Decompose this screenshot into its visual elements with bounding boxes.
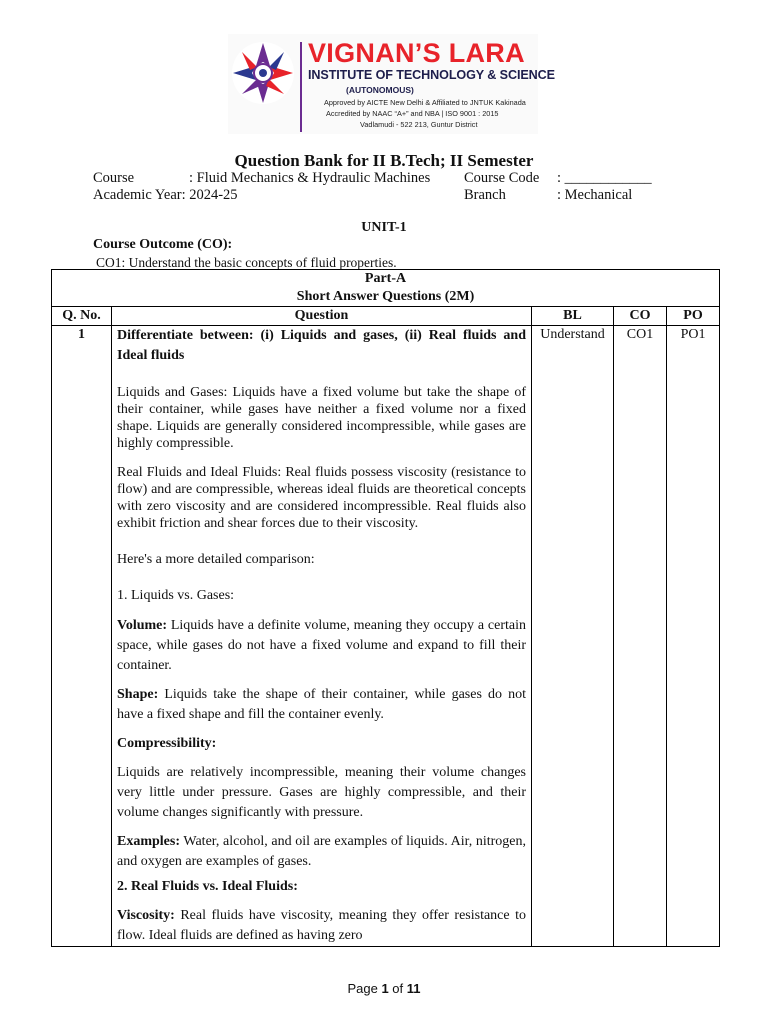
- shape-label: Shape:: [117, 687, 159, 702]
- course-code-label: Course Code: [464, 170, 540, 186]
- logo-name: VIGNAN’S LARA: [308, 38, 525, 68]
- course-label: Course: [93, 170, 135, 186]
- shape-text: Liquids take the shape of their container, while gases do not have a fixed shape and fill the container evenly.: [117, 687, 526, 722]
- table-row: [52, 326, 720, 947]
- compressibility-text: Liquids are relatively incompressible, meaning their volume changes very little under pressure. Gases are highly compressible, and their volume changes significantly with pressure.: [117, 765, 526, 820]
- academic-year: Academic Year: 2024-25: [93, 187, 238, 203]
- footer-page-word: Page: [347, 981, 382, 996]
- answer-examples: [117, 832, 526, 872]
- logo-divider: [300, 42, 302, 132]
- row-co: CO1: [614, 326, 667, 947]
- logo-accredited: Accredited by NAAC “A+” and NBA | ISO 9001 : 2015: [326, 109, 499, 118]
- answer-subheading-liquids-gases: 1. Liquids vs. Gases:: [117, 588, 235, 603]
- col-bl: BL: [532, 307, 614, 326]
- page-footer: [0, 981, 768, 996]
- answer-paragraph-real-ideal: Real Fluids and Ideal Fluids: Real fluids possess viscosity (resistance to flow) and are compressible, whereas ideal fluids are theoretical concepts with zero viscosity and are considered incompressible. Real fluids also exhibit friction and shear forces due to their viscosity.: [117, 465, 526, 531]
- course-outcome-heading: Course Outcome (CO):: [93, 237, 233, 252]
- logo-autonomous: (AUTONOMOUS): [346, 85, 414, 95]
- section-label: Short Answer Questions (2M): [296, 289, 475, 304]
- col-po: PO: [667, 307, 720, 326]
- compressibility-label: Compressibility:: [117, 736, 217, 751]
- volume-text: Liquids have a definite volume, meaning they occupy a certain space, while gases do not have a fixed volume and expand to fill their container.: [117, 618, 526, 673]
- answer-paragraph-comparison: Here's a more detailed comparison:: [117, 552, 315, 567]
- volume-label: Volume:: [117, 618, 168, 633]
- footer-page-total: 11: [406, 981, 421, 996]
- col-co: CO: [614, 307, 667, 326]
- part-label: Part-A: [364, 271, 407, 286]
- examples-text: Water, alcohol, and oil are examples of liquids. Air, nitrogen, and oxygen are examples of gases.: [117, 834, 526, 869]
- row-qno: 1: [52, 326, 112, 947]
- page-title: Question Bank for II B.Tech; II Semester: [234, 151, 534, 170]
- answer-volume: [117, 616, 526, 676]
- answer-shape: [117, 685, 526, 725]
- answer-viscosity: [117, 906, 526, 946]
- viscosity-label: Viscosity:: [117, 908, 175, 923]
- branch-label: Branch: [464, 187, 506, 203]
- row-po: PO1: [667, 326, 720, 947]
- col-qno: Q. No.: [52, 307, 112, 326]
- answer-paragraph-liquids-gases: Liquids and Gases: Liquids have a fixed volume but take the shape of their container, while gases have neither a fixed volume nor a fixed shape. Liquids are generally considered incompressible, while gases are highly compressible.: [117, 385, 526, 451]
- question-text: Differentiate between: (i) Liquids and gases, (ii) Real fluids and Ideal fluids: [117, 328, 526, 363]
- branch-value: : Mechanical: [557, 187, 633, 203]
- footer-of-word: of: [388, 981, 407, 996]
- logo-institute: INSTITUTE OF TECHNOLOGY & SCIENCE: [308, 68, 555, 82]
- course-outcome-co1: CO1: Understand the basic concepts of fluid properties.: [96, 255, 397, 270]
- viscosity-text: Real fluids have viscosity, meaning they offer resistance to flow. Ideal fluids are defined as having zero: [117, 908, 526, 943]
- unit-heading: UNIT-1: [361, 220, 407, 235]
- answer-subheading-real-ideal: 2. Real Fluids vs. Ideal Fluids:: [117, 879, 298, 894]
- examples-label: Examples:: [117, 834, 180, 849]
- row-bl: Understand: [532, 326, 614, 947]
- emblem-icon: [230, 40, 296, 106]
- col-question: Question: [112, 307, 532, 326]
- course-value: : Fluid Mechanics & Hydraulic Machines: [189, 170, 431, 186]
- institute-logo: [228, 34, 555, 134]
- table-caption: [52, 270, 720, 307]
- question-table: [51, 269, 720, 947]
- course-code-value: : ____________: [557, 170, 652, 186]
- logo-approved: Approved by AICTE New Delhi & Affiliated to JNTUK Kakinada: [324, 98, 526, 107]
- footer-page-number: 1: [381, 981, 389, 996]
- logo-address: Vadlamudi - 522 213, Guntur District: [360, 120, 478, 129]
- row-question-cell: [112, 326, 532, 947]
